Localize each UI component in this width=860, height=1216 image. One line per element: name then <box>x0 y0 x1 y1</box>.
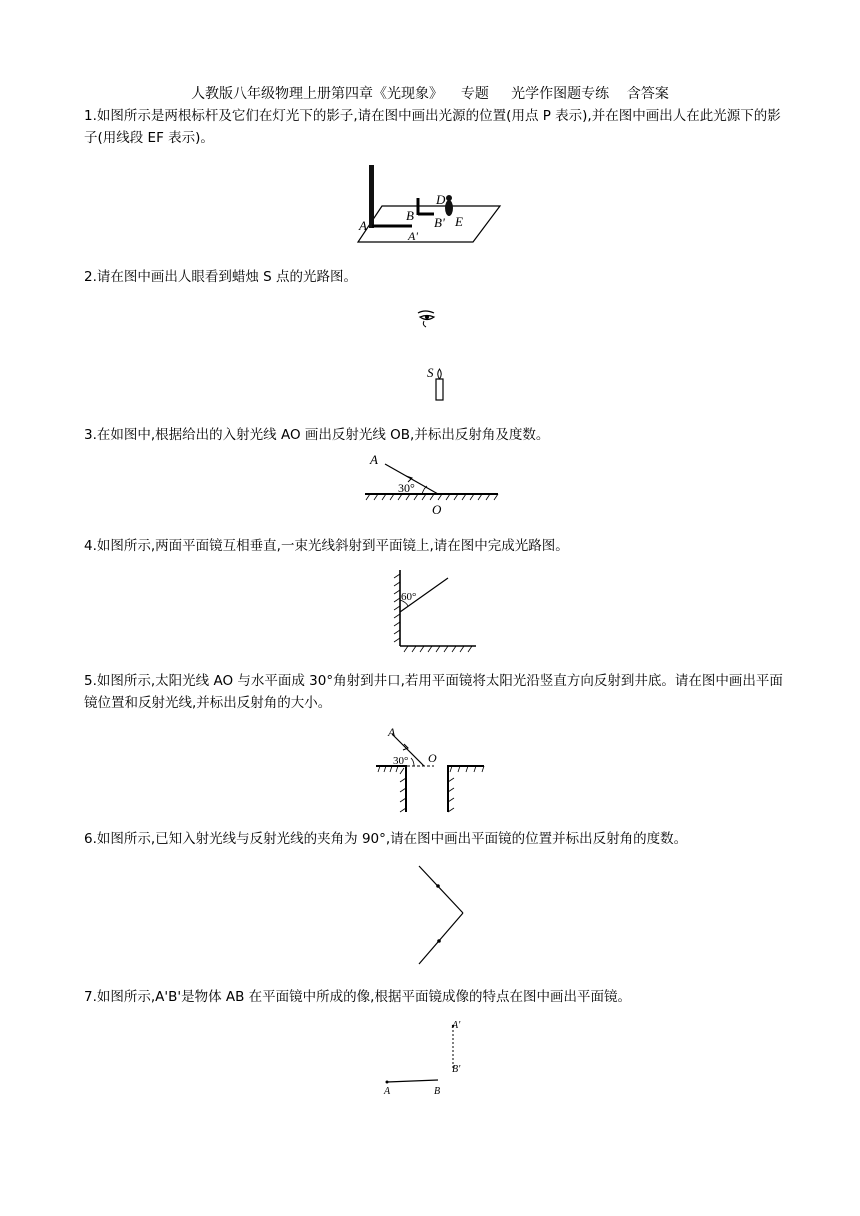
eye-icon <box>418 311 434 327</box>
question-6: 6.如图所示,已知入射光线与反射光线的夹角为 90°,请在图中画出平面镜的位置并标出反射角的度数。 <box>84 831 688 847</box>
figure-4-perpendicular-mirrors <box>380 566 480 660</box>
figure-6-right-angle-rays <box>405 860 475 972</box>
label-B: B <box>434 1086 441 1097</box>
label-B: B <box>406 208 414 223</box>
question-2: 2.请在图中画出人眼看到蜡烛 S 点的光路图。 <box>84 269 358 285</box>
question-3: 3.在如图中,根据给出的入射光线 AO 画出反射光线 OB,并标出反射角及度数。 <box>84 427 550 443</box>
question-1: 1.如图所示是两根标杆及它们在灯光下的影子,请在图中画出光源的位置(用点 P 表示),并在图中画出人在此光源下的影子(用线段 EF 表示)。 <box>84 108 781 146</box>
figure-2-eye-candle <box>410 305 460 405</box>
angle-label: 30° <box>398 481 415 495</box>
label-B-prime: B' <box>434 215 445 230</box>
figure-3-incident-ray <box>360 448 510 520</box>
label-A: A <box>384 1086 391 1097</box>
question-5: 5.如图所示,太阳光线 AO 与水平面成 30°角射到井口,若用平面镜将太阳光沿竖直方向反射到井底。请在图中画出平面镜位置和反射光线,并标出反射角的大小。 <box>84 673 783 711</box>
label-A-prime: A' <box>452 1020 461 1031</box>
label-S: S <box>427 365 434 380</box>
page-title: 人教版八年级物理上册第四章《光现象》 专题 光学作图题专练 含答案 <box>191 86 669 102</box>
angle-label: 30° <box>393 755 409 767</box>
label-A-prime: A' <box>408 229 418 243</box>
angle-label: 60° <box>401 591 417 603</box>
label-D: D <box>436 192 446 207</box>
label-B-prime: B' <box>452 1064 461 1075</box>
question-7: 7.如图所示,A'B'是物体 AB 在平面镜中所成的像,根据平面镜成像的特点在图中画出平面镜。 <box>84 989 631 1005</box>
label-O: O <box>432 502 442 517</box>
label-A: A <box>370 452 378 467</box>
figure-5-well <box>372 722 492 814</box>
label-A: A <box>359 218 367 233</box>
label-E: E <box>455 214 463 229</box>
question-4: 4.如图所示,两面平面镜互相垂直,一束光线斜射到平面镜上,请在图中完成光路图。 <box>84 538 569 554</box>
label-O: O <box>428 751 437 765</box>
label-A: A <box>388 725 396 739</box>
figure-1-shadow-poles <box>350 160 510 250</box>
candle-icon <box>436 369 443 400</box>
figure-7-object-image <box>378 1012 478 1102</box>
